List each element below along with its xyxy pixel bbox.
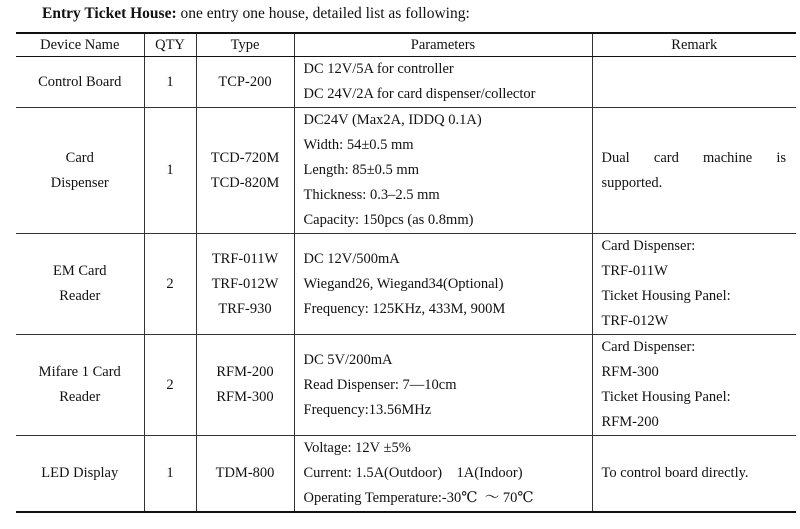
device-name: Card	[65, 149, 94, 166]
table-header-row	[16, 33, 796, 57]
parameter-line: Width: 54±0.5 mm	[303, 137, 414, 153]
device-name: Reader	[59, 389, 101, 405]
remark-line: TRF-011W	[601, 263, 668, 279]
type-cell	[196, 436, 294, 513]
parameter-line: Capacity: 150pcs (as 0.8mm)	[303, 212, 474, 228]
type-value: RFM-300	[216, 389, 274, 405]
type-value: TCD-820M	[210, 174, 280, 191]
device-name-cell	[16, 234, 144, 335]
parameters-cell	[294, 436, 592, 513]
remark-line: Dual card machine is	[601, 149, 786, 166]
parameter-line: DC 12V/5A for controller	[303, 61, 454, 77]
parameter-line: DC24V (Max2A, IDDQ 0.1A)	[303, 112, 482, 128]
type-value: TRF-930	[218, 300, 272, 317]
table-row	[16, 234, 796, 335]
table-row	[16, 108, 796, 234]
section-heading	[42, 5, 470, 23]
remark-line: TRF-012W	[601, 313, 669, 329]
parameter-line: DC 12V/500mA	[303, 250, 400, 267]
device-name: Reader	[59, 288, 101, 304]
parameter-line: Length: 85±0.5 mm	[303, 162, 419, 178]
parameter-line: DC 5V/200mA	[303, 351, 393, 368]
table-row	[16, 57, 796, 108]
parameter-line: Current: 1.5A(Outdoor) 1A(Indoor)	[303, 465, 523, 481]
parameter-line: Voltage: 12V ±5%	[303, 440, 411, 456]
type-cell	[196, 234, 294, 335]
device-name: Mifare 1 Card	[38, 364, 121, 380]
remark-cell	[592, 234, 796, 335]
remark-cell	[592, 108, 796, 234]
device-name-cell	[16, 108, 144, 234]
qty-cell: 2	[144, 234, 196, 335]
remark-line: supported.	[601, 174, 663, 191]
parameter-line: Read Dispenser: 7—10cm	[303, 376, 457, 393]
type-value: TCP-200	[218, 73, 272, 90]
parameters-cell	[294, 234, 592, 335]
header-parameters: Parameters	[294, 33, 592, 57]
remark-line: Ticket Housing Panel:	[601, 389, 731, 405]
remark-cell	[592, 57, 796, 108]
type-cell	[196, 108, 294, 234]
qty-cell: 2	[144, 335, 196, 436]
parameter-line: Operating Temperature:-30℃ ～ 70℃	[303, 490, 534, 506]
device-name-cell	[16, 436, 144, 513]
device-name: LED Display	[41, 465, 119, 481]
table-row	[16, 436, 796, 513]
type-value: RFM-200	[216, 364, 274, 380]
remark-line: Card Dispenser:	[601, 339, 696, 355]
remark-cell	[592, 335, 796, 436]
remark-cell	[592, 436, 796, 513]
qty-cell: 1	[144, 57, 196, 108]
remark-line: Card Dispenser:	[601, 238, 696, 254]
parameter-line: Wiegand26, Wiegand34(Optional)	[303, 275, 504, 292]
parameters-cell	[294, 335, 592, 436]
device-name-cell	[16, 57, 144, 108]
type-value: TRF-012W	[211, 275, 279, 292]
heading-bold: Entry Ticket House:	[42, 5, 177, 22]
device-name: Dispenser	[50, 174, 109, 191]
parameter-line: DC 24V/2A for card dispenser/collector	[303, 86, 536, 102]
type-cell	[196, 335, 294, 436]
table-row	[16, 335, 796, 436]
device-name: Control Board	[38, 73, 122, 90]
header-device-name: Device Name	[16, 33, 144, 57]
type-value: TCD-720M	[210, 149, 280, 166]
qty-cell: 1	[144, 436, 196, 513]
type-cell	[196, 57, 294, 108]
parameters-cell	[294, 57, 592, 108]
header-remark: Remark	[592, 33, 796, 57]
remark-line: RFM-300	[601, 364, 659, 380]
parameters-cell	[294, 108, 592, 234]
device-table	[16, 32, 796, 513]
header-type: Type	[196, 33, 294, 57]
heading-text: one entry one house, detailed list as following:	[176, 5, 470, 22]
type-value: TDM-800	[215, 465, 275, 481]
header-qty: QTY	[144, 33, 196, 57]
parameter-line: Frequency: 125KHz, 433M, 900M	[303, 300, 506, 317]
device-name-cell	[16, 335, 144, 436]
remark-line: RFM-200	[601, 414, 659, 430]
device-name: EM Card	[52, 263, 107, 279]
parameter-line: Thickness: 0.3–2.5 mm	[303, 187, 440, 203]
type-value: TRF-011W	[211, 250, 279, 267]
remark-line: Ticket Housing Panel:	[601, 288, 731, 304]
parameter-line: Frequency:13.56MHz	[303, 401, 432, 418]
remark-line: To control board directly.	[601, 465, 749, 481]
qty-cell: 1	[144, 108, 196, 234]
